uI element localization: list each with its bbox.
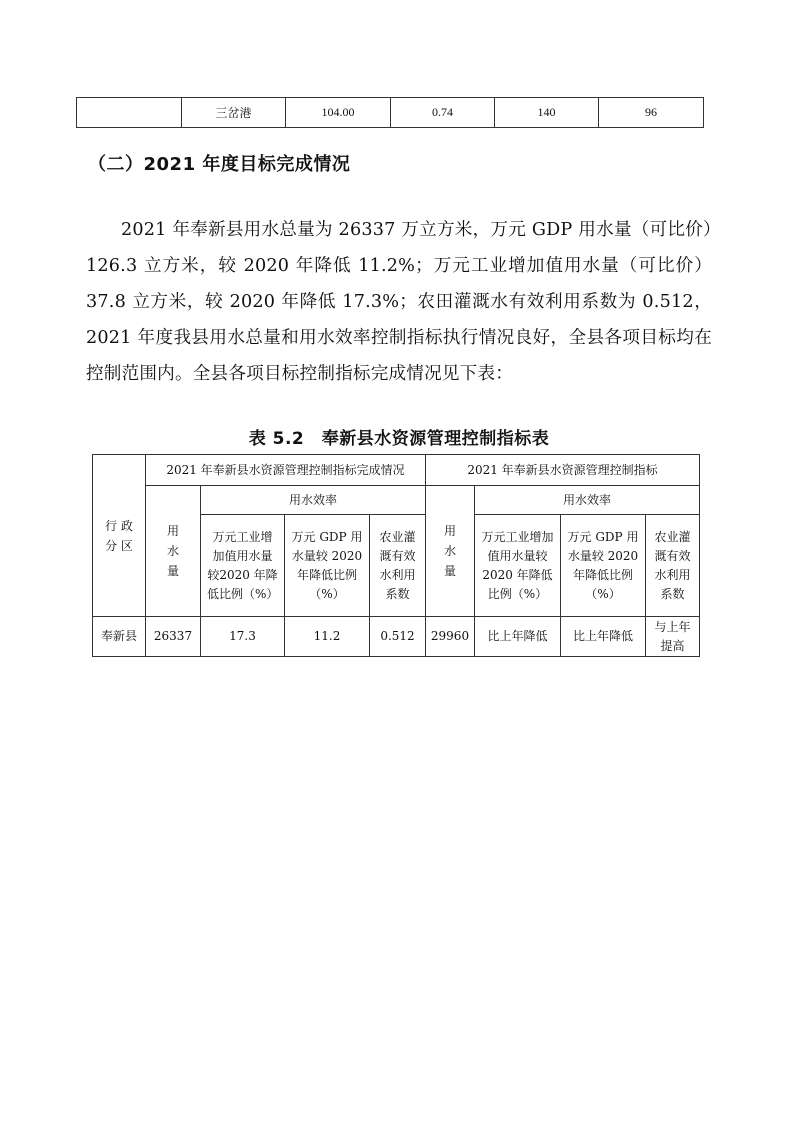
target-irrigation-header: 农业灌溉有效水利用系数 — [646, 515, 700, 617]
table-row — [93, 486, 700, 515]
table-caption: 表 5.2 奉新县水资源管理控制指标表 — [248, 429, 550, 449]
target-water-use-header: 用 水 量 — [426, 486, 475, 617]
region-header: 行 政 分 区 — [93, 455, 146, 617]
continued-table-row — [76, 97, 704, 128]
target-gdp-header: 万元 GDP 用水量较 2020 年降低比例（%） — [561, 515, 646, 617]
table-cell — [77, 98, 182, 128]
table-cell: 三岔港 — [182, 98, 286, 128]
water-use-cell: 26337 — [146, 617, 201, 657]
target-industrial-cell: 比上年降低 — [475, 617, 561, 657]
irrigation-cell: 0.512 — [370, 617, 426, 657]
target-gdp-cell: 比上年降低 — [561, 617, 646, 657]
section-heading: （二）2021 年度目标完成情况 — [88, 154, 351, 175]
water-use-header: 用 水 量 — [146, 486, 201, 617]
target-efficiency-header: 用水效率 — [475, 486, 700, 515]
target-irrigation-cell: 与上年提高 — [646, 617, 700, 657]
table-cell: 140 — [495, 98, 599, 128]
table-row — [93, 455, 700, 486]
body-text — [86, 212, 712, 392]
gdp-header: 万元 GDP 用水量较 2020 年降低比例（%） — [285, 515, 370, 617]
table-cell: 96 — [599, 98, 704, 128]
gdp-cell: 11.2 — [285, 617, 370, 657]
industrial-header: 万元工业增加值用水量较2020 年降低比例（%） — [201, 515, 285, 617]
table-cell: 0.74 — [391, 98, 495, 128]
efficiency-header: 用水效率 — [201, 486, 426, 515]
target-industrial-header: 万元工业增加值用水量较2020 年降低比例（%） — [475, 515, 561, 617]
paragraph: 2021 年奉新县用水总量为 26337 万立方米，万元 GDP 用水量（可比价）126.3 立方米，较 2020 年降低 11.2%；万元工业增加值用水量（可比价）37.8 立方米，较 2020 年降低 17.3%；农田灌溉水有效利用系数为 0.512，2021 年度我县用水总量和用水效率控制指标执行情况良好，全县各项目标均在控制范围内。全县各项目标控制指标完成情况见下表： — [86, 220, 712, 384]
table-row — [93, 617, 700, 657]
target-water-use-cell: 29960 — [426, 617, 475, 657]
industrial-cell: 17.3 — [201, 617, 285, 657]
completed-group-header: 2021 年奉新县水资源管理控制指标完成情况 — [146, 455, 426, 486]
targets-group-header: 2021 年奉新县水资源管理控制指标 — [426, 455, 700, 486]
region-cell: 奉新县 — [93, 617, 146, 657]
water-control-table — [92, 454, 700, 657]
table-row — [77, 98, 704, 128]
table-cell: 104.00 — [286, 98, 391, 128]
irrigation-header: 农业灌溉有效水利用系数 — [370, 515, 426, 617]
